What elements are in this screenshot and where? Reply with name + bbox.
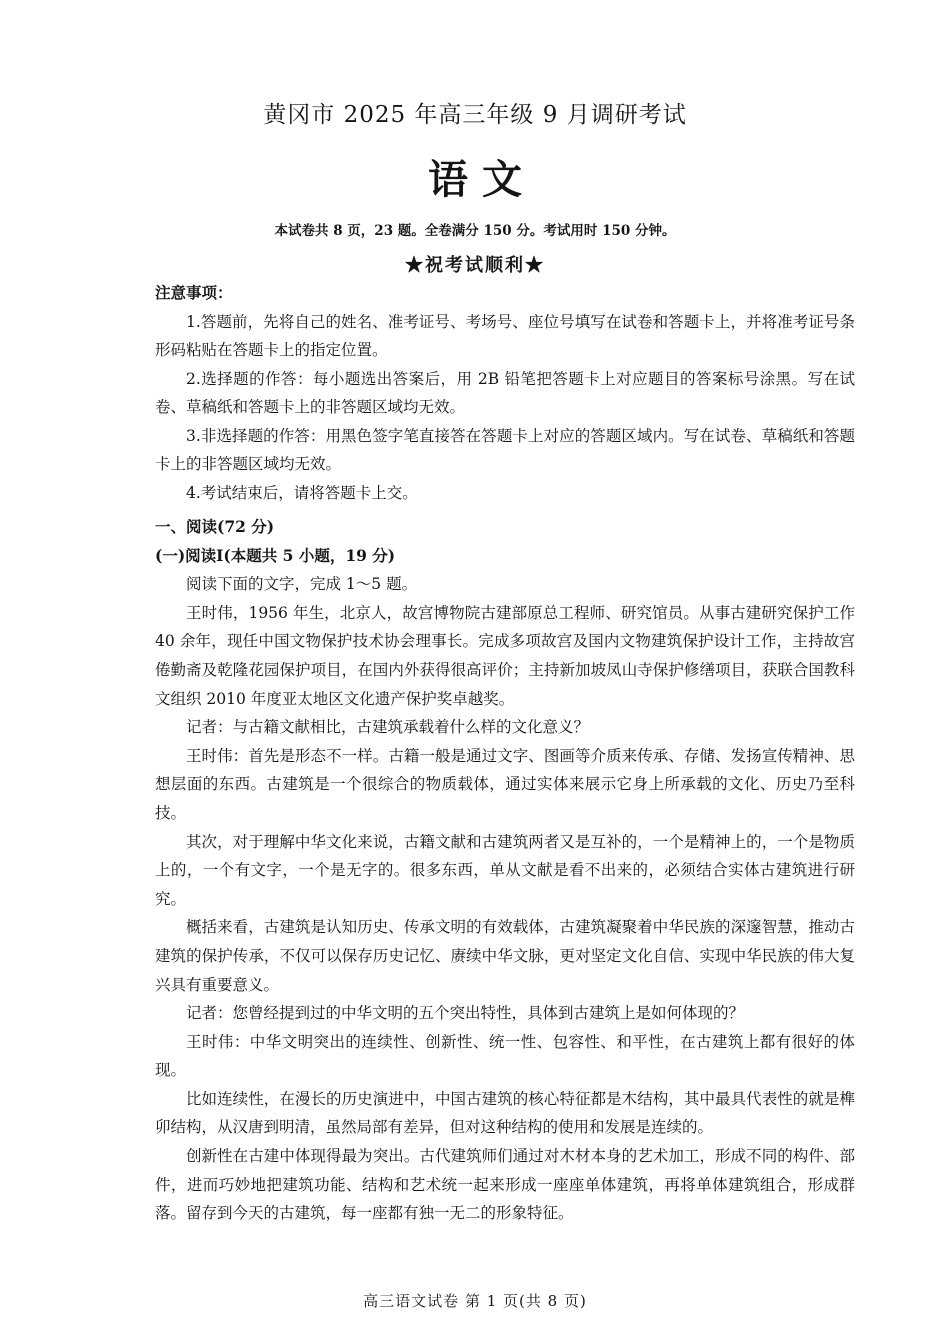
- passage-paragraph: 比如连续性，在漫长的历史演进中，中国古建筑的核心特征都是木结构，其中最具代表性的就是榫卯结构，从汉唐到明清，虽然局部有差异，但对这种结构的使用和发展是连续的。: [155, 1089, 855, 1137]
- reading-instruction: 阅读下面的文字，完成 1～5 题。: [186, 575, 418, 594]
- good-luck-banner: ★祝考试顺利★: [405, 255, 545, 276]
- passage-paragraph: 概括来看，古建筑是认知历史、传承文明的有效载体，古建筑凝聚着中华民族的深邃智慧，推动古建筑的保护传承，不仅可以保存历史记忆、赓续中华文脉，更对坚定文化自信、实现中华民族的伟大复兴具有重要意义。: [155, 918, 855, 994]
- exam-info: 本试卷共 8 页，23 题。全卷满分 150 分。考试用时 150 分钟。: [274, 223, 676, 239]
- subject-title: 语 文: [428, 156, 522, 203]
- passage-paragraph: 王时伟：中华文明突出的连续性、创新性、统一性、包容性、和平性，在古建筑上都有很好的体现。: [155, 1032, 855, 1080]
- notice-item: 1.答题前，先将自己的姓名、准考证号、考场号、座位号填写在试卷和答题卡上，并将准考证号条形码粘贴在答题卡上的指定位置。: [155, 312, 855, 359]
- notice-section: [155, 279, 855, 507]
- page-footer: 高三语文试卷 第 1 页(共 8 页): [363, 1292, 587, 1310]
- notice-heading: 注意事项：: [155, 283, 233, 302]
- passage-paragraph: 王时伟：首先是形态不一样。古籍一般是通过文字、图画等介质来传承、存储、发扬宣传精神、思想层面的东西。古建筑是一个很综合的物质载体，通过实体来展示它身上所承载的文化、历史乃至科技。: [155, 746, 855, 822]
- subsection-title: (一)阅读Ⅰ(本题共 5 小题，19 分): [155, 545, 396, 565]
- section-title: 一、阅读(72 分): [155, 517, 275, 536]
- notice-item: 3.非选择题的作答：用黑色签字笔直接答在答题卡上对应的答题区域内。写在试卷、草稿纸和答题卡上的非答题区域均无效。: [155, 426, 855, 473]
- passage-paragraph: 记者：您曾经提到过的中华文明的五个突出特性，具体到古建筑上是如何体现的？: [186, 1004, 745, 1023]
- passage-paragraph: 记者：与古籍文献相比，古建筑承载着什么样的文化意义？: [186, 718, 590, 737]
- notice-item: 2.选择题的作答：每小题选出答案后，用 2B 铅笔把答题卡上对应题目的答案标号涂黑。写在试卷、草稿纸和答题卡上的非答题区域均无效。: [155, 369, 855, 416]
- passage-paragraph: 其次，对于理解中华文化来说，古籍文献和古建筑两者又是互补的，一个是精神上的，一个是物质上的，一个有文字，一个是无字的。很多东西，单从文献是看不出来的，必须结合实体古建筑进行研究。: [155, 832, 855, 908]
- reading-section: [155, 513, 855, 1228]
- exam-title: 黄冈市 2025 年高三年级 9 月调研考试: [263, 102, 687, 128]
- passage-paragraph: 创新性在古建中体现得最为突出。古代建筑师们通过对木材本身的艺术加工，形成不同的构件、部件，进而巧妙地把建筑功能、结构和艺术统一起来形成一座座单体建筑，再将单体建筑组合，形成群落。留存到今天的古建筑，每一座都有独一无二的形象特征。: [155, 1147, 855, 1223]
- passage-paragraph: 王时伟，1956 年生，北京人，故宫博物院古建部原总工程师、研究馆员。从事古建研究保护工作 40 余年，现任中国文物保护技术协会理事长。完成多项故宫及国内文物建筑保护设计工作，主持故宫倦勤斋及乾隆花园保护项目，在国内外获得很高评价；主持新加坡凤山寺保护修缮项目，获联合国教科文组织 2010 年度亚太地区文化遗产保护奖卓越奖。: [155, 603, 855, 708]
- notice-item: 4.考试结束后，请将答题卡上交。: [186, 483, 418, 502]
